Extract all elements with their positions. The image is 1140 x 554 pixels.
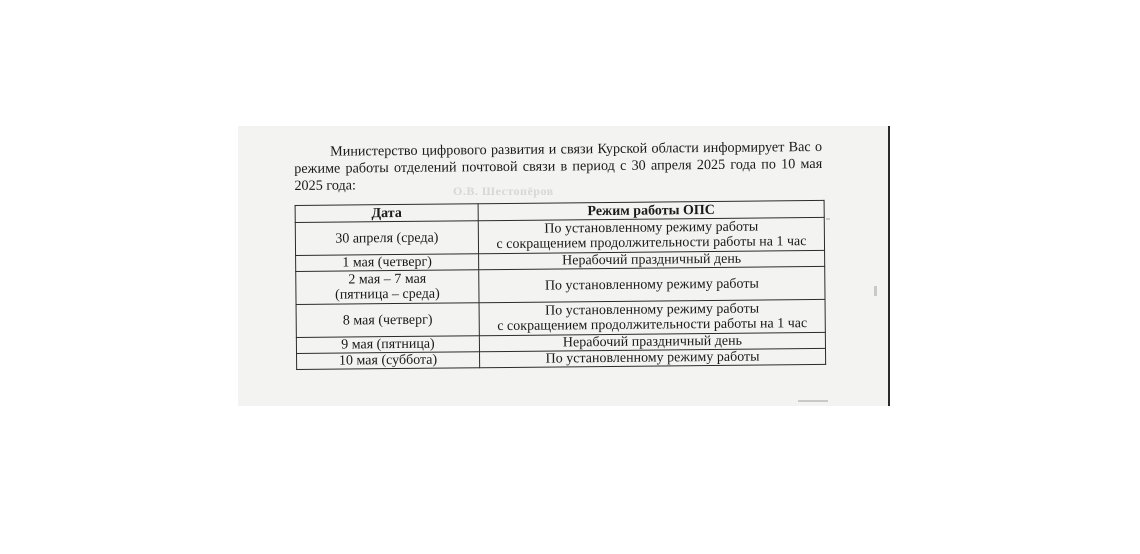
mode-text: Нерабочий праздничный день bbox=[562, 251, 742, 269]
document-content bbox=[294, 139, 828, 370]
date-text: 1 мая (четверг) bbox=[342, 254, 433, 271]
mode-text: Нерабочий праздничный день bbox=[562, 333, 743, 351]
bleed-through-text: О.В. Шестопёров bbox=[453, 184, 554, 198]
mode-text-secondary: с сокращением продолжительности работы на 1 час bbox=[496, 234, 807, 253]
date-text: 2 мая – 7 мая bbox=[348, 271, 427, 288]
cell-mode bbox=[479, 299, 825, 335]
cell-mode bbox=[478, 217, 824, 253]
cell-mode bbox=[480, 348, 826, 367]
date-text: 8 мая (четверг) bbox=[342, 312, 433, 329]
cell-date bbox=[296, 303, 479, 338]
table-row bbox=[296, 299, 825, 337]
scan-border bbox=[888, 126, 890, 406]
scanned-document bbox=[238, 126, 890, 406]
mode-text-secondary: с сокращением продолжительности работы на 1 час bbox=[497, 316, 808, 335]
date-text: 10 мая (суббота) bbox=[338, 352, 438, 369]
cell-date bbox=[296, 254, 479, 272]
table-row bbox=[295, 217, 824, 255]
header-date: Дата bbox=[295, 204, 478, 223]
header-mode: Режим работы ОПС bbox=[478, 200, 824, 220]
mode-text: По установленному режиму работы bbox=[545, 349, 760, 367]
cell-date bbox=[297, 352, 480, 370]
mode-text: По установленному режиму работы bbox=[545, 301, 760, 319]
table-row bbox=[296, 266, 825, 304]
mode-text: По установленному режиму работы bbox=[544, 219, 759, 237]
cell-mode bbox=[479, 266, 825, 302]
schedule-table bbox=[295, 200, 827, 370]
date-text: 30 апреля (среда) bbox=[335, 230, 439, 247]
mode-text: По установленному режиму работы bbox=[544, 276, 759, 294]
cell-date bbox=[296, 270, 479, 305]
cell-date bbox=[295, 221, 478, 256]
date-text-secondary: (пятница – среда) bbox=[335, 286, 440, 303]
date-text: 9 мая (пятница) bbox=[341, 336, 435, 353]
cell-date bbox=[296, 336, 479, 354]
intro-paragraph: Министерство цифрового развития и связи Курской области информирует Вас о режиме работы отделений почтовой связи в период с 30 апреля 2025 года по 10 мая 2025 года: bbox=[294, 138, 823, 194]
